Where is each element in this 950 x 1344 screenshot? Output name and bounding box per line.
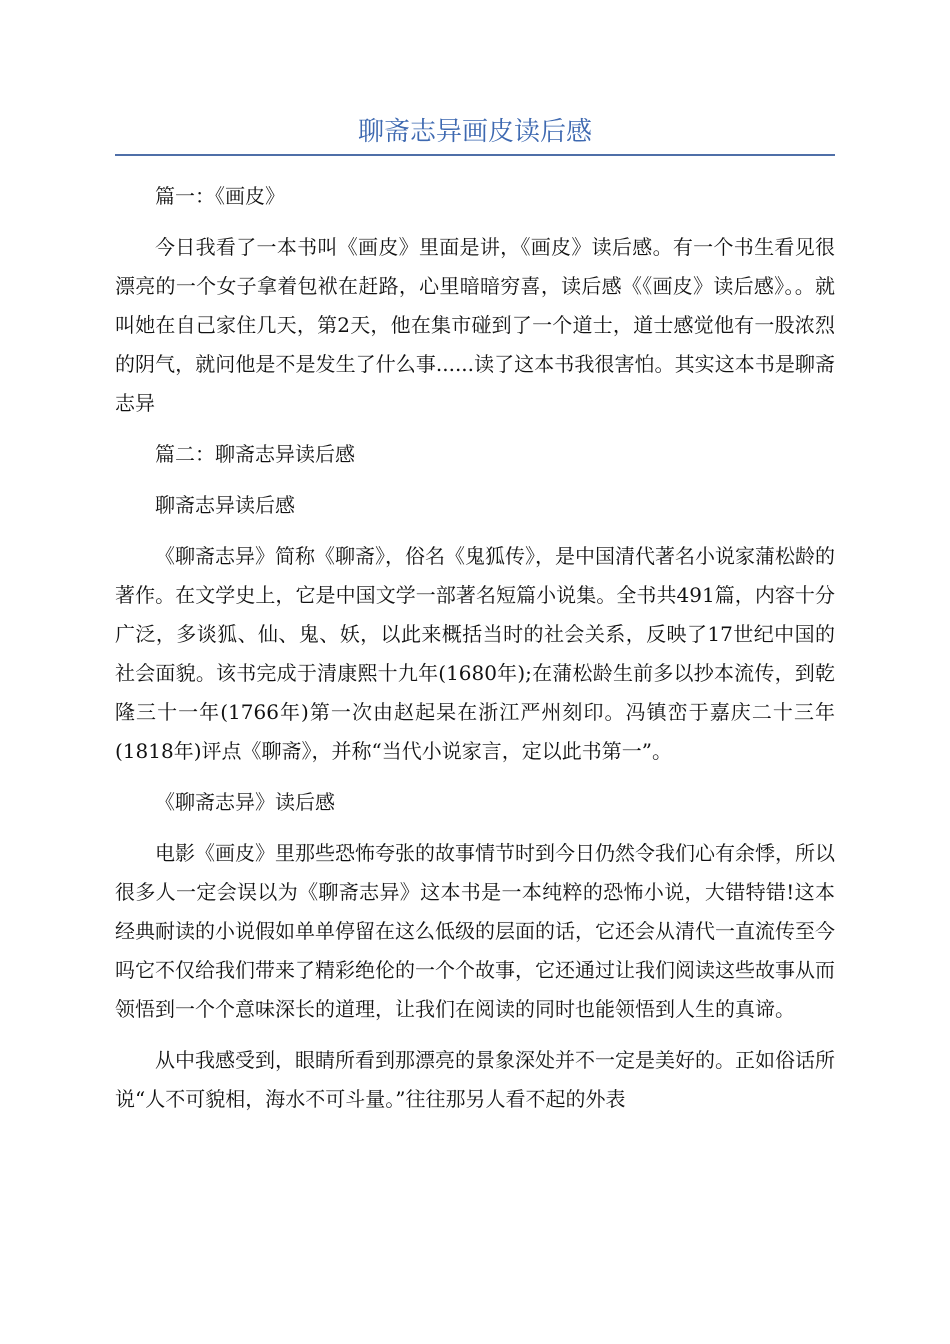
document-body — [115, 177, 835, 1131]
section-heading-2: 篇二：聊斋志异读后感 — [155, 442, 355, 466]
body-paragraph: 从中我感受到，眼睛所看到那漂亮的景象深处并不一定是美好的。正如俗话所说“人不可貌相，海水不可斗量。”往往那另人看不起的外表 — [115, 1048, 835, 1111]
body-paragraph: 今日我看了一本书叫《画皮》里面是讲，《画皮》读后感。有一个书生看见很漂亮的一个女子拿着包袱在赶路，心里暗暗穷喜，读后感《《画皮》读后感》。。就叫她在自己家住几天，第2天，他在集市碰到了一个道士，道士感觉他有一股浓烈的阴气，就问他是不是发生了什么事......读了这本书我很害怕。其实这本书是聊斋志异 — [115, 235, 835, 415]
document-title: 聊斋志异画皮读后感 — [357, 117, 592, 147]
sub-heading: 《聊斋志异》读后感 — [155, 790, 335, 814]
title-underline — [115, 154, 835, 156]
body-paragraph: 电影《画皮》里那些恐怖夸张的故事情节时到今日仍然令我们心有余悸，所以很多人一定会误以为《聊斋志异》这本书是一本纯粹的恐怖小说，大错特错!这本经典耐读的小说假如单单停留在这么低级的层面的话，它还会从清代一直流传至今吗它不仅给我们带来了精彩绝伦的一个个故事，它还通过让我们阅读这些故事从而领悟到一个个意味深长的道理，让我们在阅读的同时也能领悟到人生的真谛。 — [115, 841, 835, 1021]
sub-heading: 聊斋志异读后感 — [155, 493, 295, 517]
section-heading-1: 篇一：《画皮》 — [155, 184, 285, 208]
body-paragraph: 《聊斋志异》简称《聊斋》，俗名《鬼狐传》，是中国清代著名小说家蒲松龄的著作。在文学史上，它是中国文学一部著名短篇小说集。全书共491篇，内容十分广泛，多谈狐、仙、鬼、妖，以此来概括当时的社会关系，反映了17世纪中国的社会面貌。该书完成于清康熙十九年(1680年);在蒲松龄生前多以抄本流传，到乾隆三十一年(1766年)第一次由赵起杲在浙江严州刻印。冯镇峦于嘉庆二十三年(1818年)评点《聊斋》，并称“当代小说家言，定以此书第一”。 — [115, 544, 835, 763]
